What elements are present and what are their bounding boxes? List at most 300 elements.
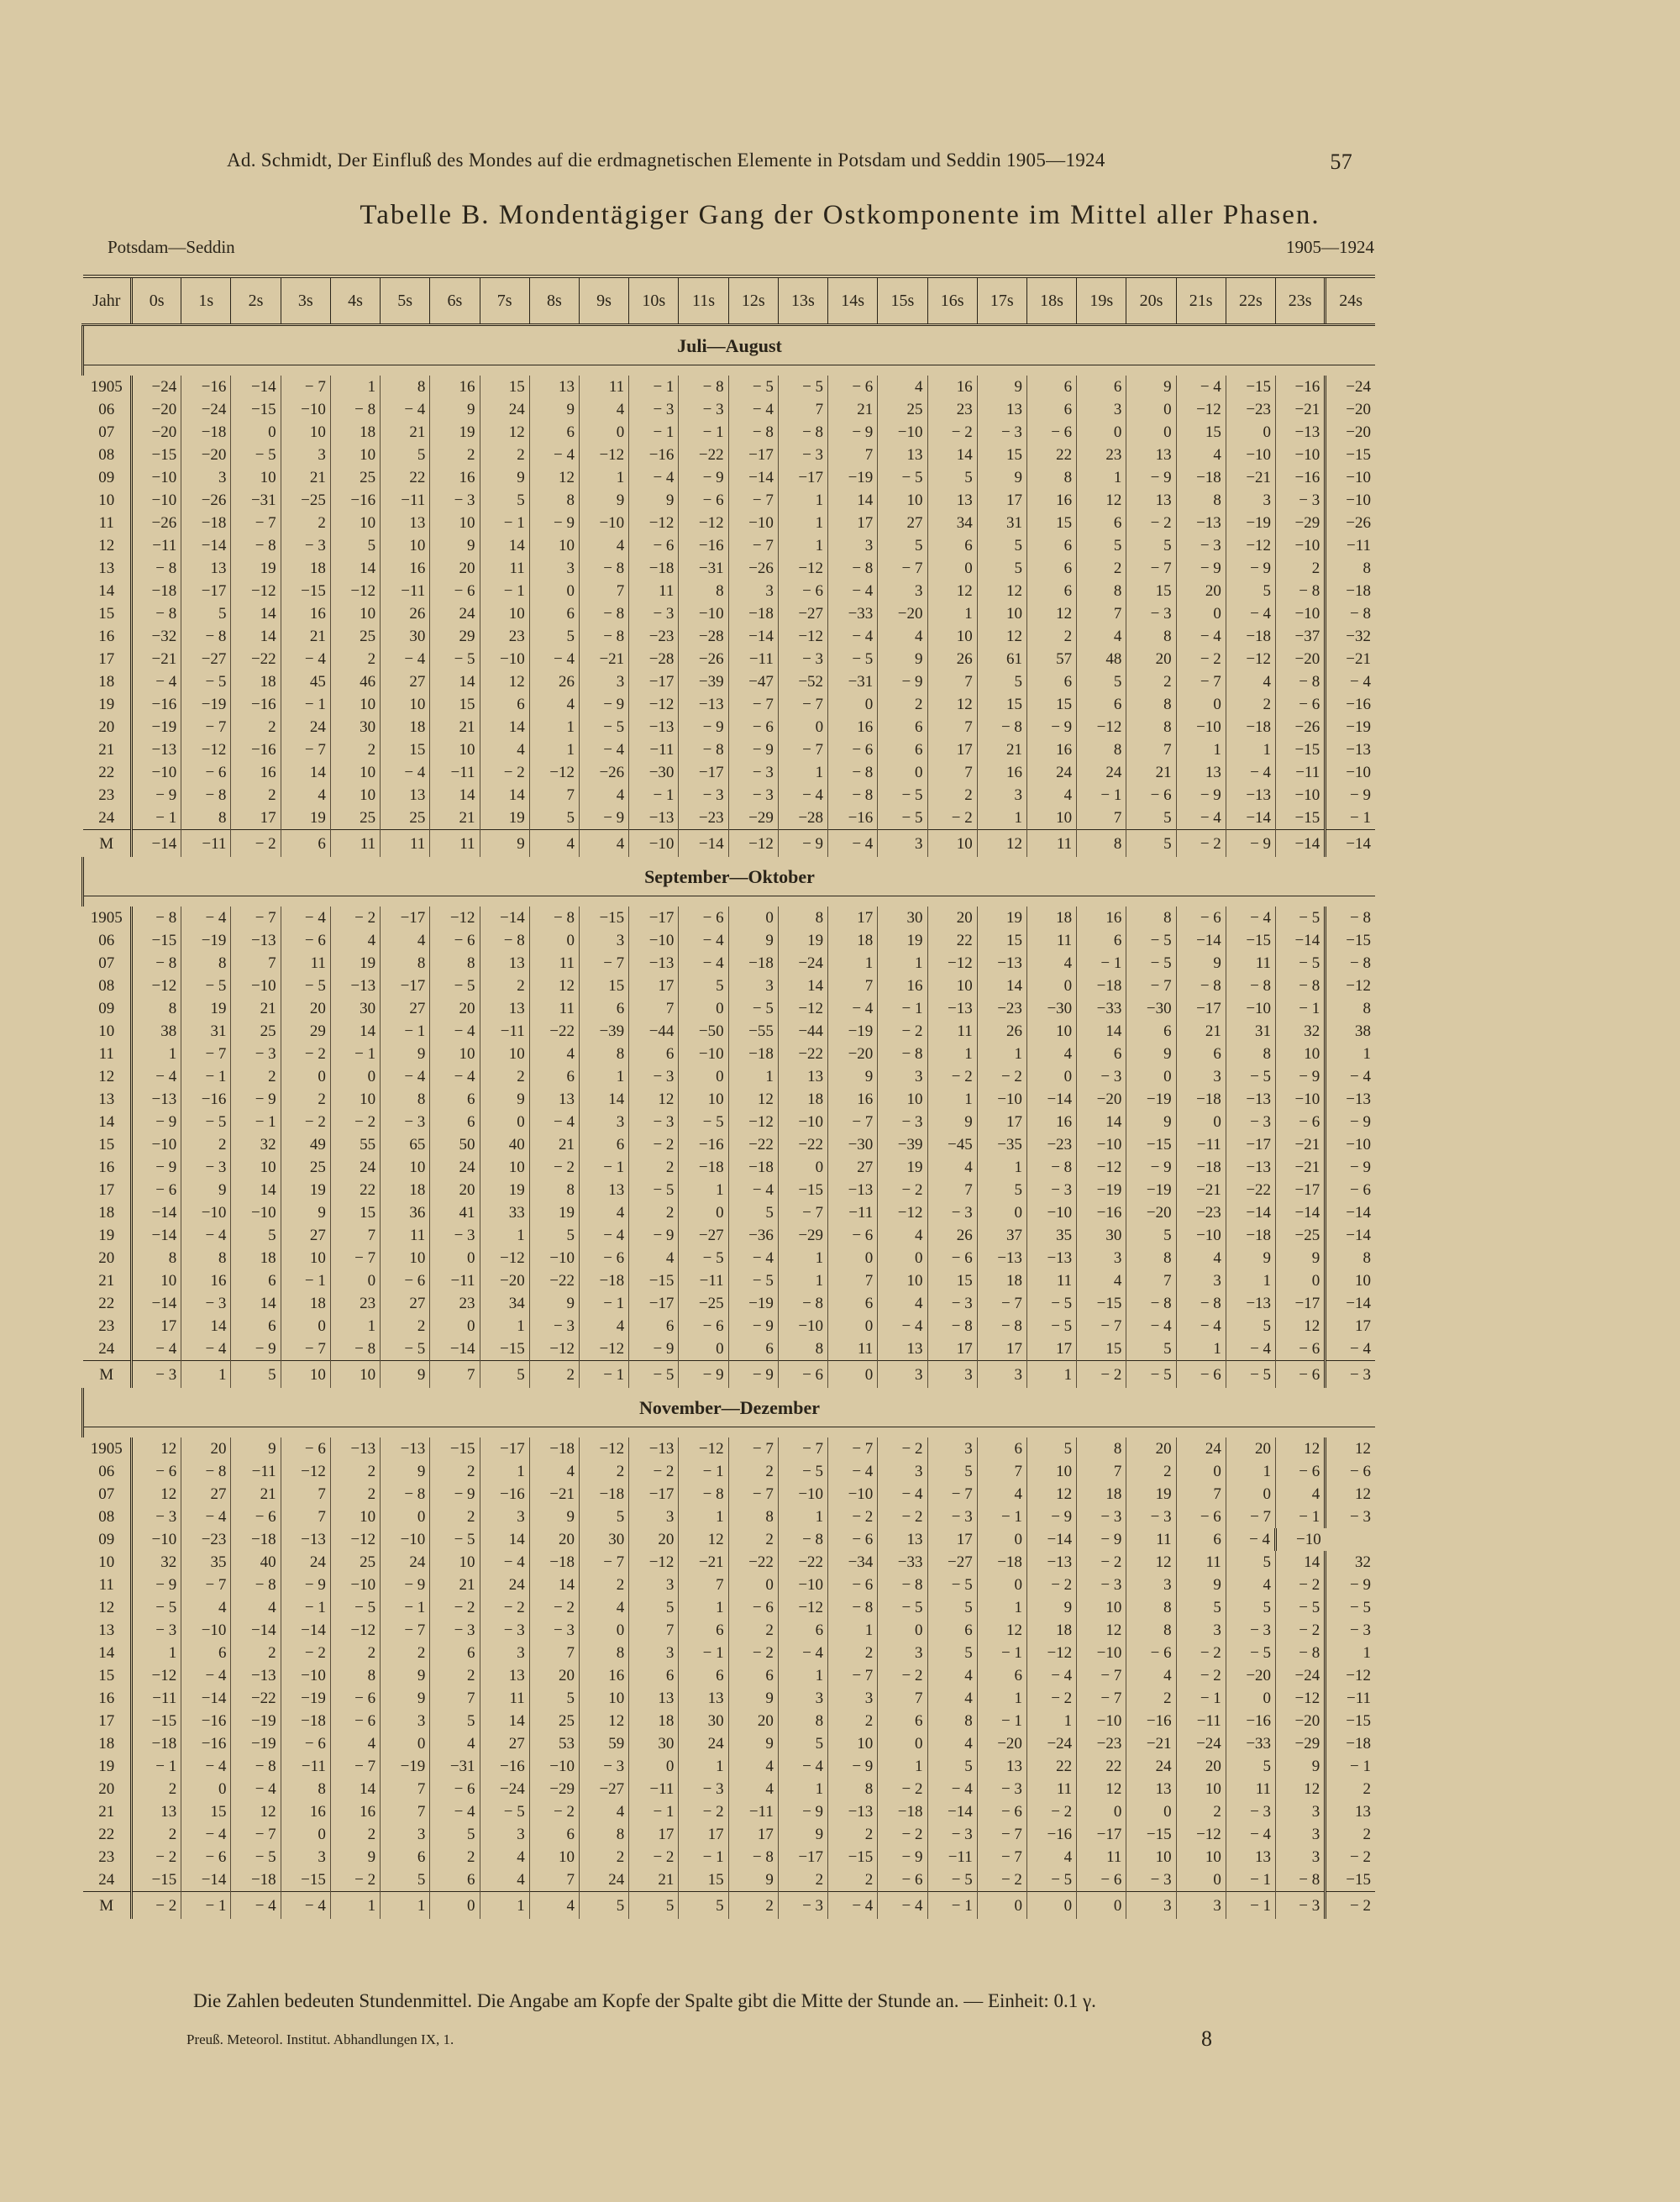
table-cell: −13 xyxy=(977,1247,1026,1269)
table-row xyxy=(83,1551,1376,1574)
table-cell: 1 xyxy=(778,489,827,512)
table-cell: − 2 xyxy=(480,761,529,784)
table-cell: 3 xyxy=(878,1642,927,1664)
table-cell: 5 xyxy=(381,444,430,466)
spacer-cell xyxy=(83,896,1376,907)
table-cell: − 8 xyxy=(1326,952,1375,975)
column-header-hour: 23s xyxy=(1276,276,1326,325)
table-cell: 10 xyxy=(381,693,430,716)
table-cell: 22 xyxy=(927,929,977,952)
table-cell: −24 xyxy=(181,398,231,421)
table-cell: −33 xyxy=(878,1551,927,1574)
table-cell: − 4 xyxy=(132,1337,181,1361)
table-cell: − 7 xyxy=(728,489,778,512)
table-cell: 0 xyxy=(1026,1892,1076,1920)
table-cell: − 7 xyxy=(977,1823,1026,1846)
table-cell: 14 xyxy=(281,761,330,784)
table-cell: − 7 xyxy=(181,1574,231,1596)
table-cell: 12 xyxy=(480,670,529,693)
table-cell: − 8 xyxy=(132,907,181,929)
table-cell: − 1 xyxy=(629,421,679,444)
table-cell: − 4 xyxy=(778,784,827,807)
table-cell: 1 xyxy=(579,1065,628,1088)
table-cell: 18 xyxy=(828,929,878,952)
row-label: 08 xyxy=(98,1508,115,1526)
table-cell: − 8 xyxy=(1276,1868,1326,1892)
table-cell: − 6 xyxy=(281,1437,330,1460)
table-cell: − 1 xyxy=(1226,1868,1275,1892)
table-cell: − 4 xyxy=(281,648,330,670)
table-cell: − 6 xyxy=(1326,1179,1375,1201)
table-cell: − 3 xyxy=(132,1506,181,1528)
table-cell: 8 xyxy=(132,1247,181,1269)
table-cell: − 5 xyxy=(1026,1315,1076,1337)
table-cell: −20 xyxy=(1226,1664,1275,1687)
table-cell: 6 xyxy=(679,1664,728,1687)
table-cell: − 3 xyxy=(430,489,480,512)
table-cell: −12 xyxy=(878,1201,927,1224)
table-cell: − 4 xyxy=(529,444,579,466)
table-cell: 0 xyxy=(828,1315,878,1337)
table-cell: 1 xyxy=(679,1755,728,1778)
table-cell: 1 xyxy=(1026,1710,1076,1732)
table-cell: − 5 xyxy=(778,376,827,398)
table-cell: 0 xyxy=(1276,1269,1326,1292)
table-cell: − 1 xyxy=(679,1642,728,1664)
table-cell: 3 xyxy=(1176,1269,1226,1292)
mean-row xyxy=(83,1361,1376,1389)
table-cell: − 4 xyxy=(878,1315,927,1337)
table-cell: 10 xyxy=(330,1361,380,1389)
table-cell: 5 xyxy=(977,557,1026,580)
table-cell: 12 xyxy=(529,975,579,997)
table-cell: 14 xyxy=(828,489,878,512)
table-cell: −12 xyxy=(330,580,380,602)
table-cell: 10 xyxy=(927,975,977,997)
table-cell: 21 xyxy=(1126,761,1176,784)
table-cell: − 3 xyxy=(579,1755,628,1778)
table-cell: −10 xyxy=(1226,444,1275,466)
table-cell: − 3 xyxy=(629,398,679,421)
table-cell: 23 xyxy=(927,398,977,421)
table-cell: 13 xyxy=(878,1337,927,1361)
table-row xyxy=(83,466,1376,489)
table-cell: − 6 xyxy=(281,929,330,952)
table-cell: 3 xyxy=(728,580,778,602)
table-cell: 3 xyxy=(629,1574,679,1596)
section-header xyxy=(83,1388,1376,1427)
table-cell: − 4 xyxy=(1226,907,1275,929)
table-cell: 6 xyxy=(778,1619,827,1642)
table-cell: −10 xyxy=(1276,1528,1326,1551)
table-cell: 13 xyxy=(1176,761,1226,784)
table-cell: 8 xyxy=(1176,489,1226,512)
table-cell: 6 xyxy=(1077,512,1126,534)
table-cell: 2 xyxy=(480,975,529,997)
table-cell: 17 xyxy=(977,489,1026,512)
table-cell: 1 xyxy=(1326,1043,1375,1065)
table-cell: − 2 xyxy=(927,421,977,444)
table-cell: 0 xyxy=(878,1247,927,1269)
table-cell: − 9 xyxy=(1326,1156,1375,1179)
table-cell: −12 xyxy=(330,1619,380,1642)
table-cell: 6 xyxy=(1077,376,1126,398)
section-title: November—Dezember xyxy=(83,1388,1376,1427)
table-cell: −31 xyxy=(231,489,281,512)
table-cell: 11 xyxy=(1226,952,1275,975)
row-label: 12 xyxy=(98,1599,115,1616)
table-cell: − 4 xyxy=(381,1065,430,1088)
table-cell: 8 xyxy=(529,1179,579,1201)
table-cell: 0 xyxy=(281,1823,330,1846)
table-cell: 18 xyxy=(1026,1619,1076,1642)
table-cell: − 3 xyxy=(430,1224,480,1247)
table-cell: 14 xyxy=(231,602,281,625)
table-cell: − 2 xyxy=(281,1111,330,1133)
table-cell: −12 xyxy=(1226,648,1275,670)
table-cell: − 3 xyxy=(1326,1506,1375,1528)
table-cell: −21 xyxy=(529,1483,579,1506)
column-header-hour: 20s xyxy=(1126,276,1176,325)
table-cell: − 4 xyxy=(529,648,579,670)
table-cell: 18 xyxy=(281,1292,330,1315)
table-cell: −10 xyxy=(132,489,181,512)
table-cell: −11 xyxy=(231,1460,281,1483)
table-cell: −10 xyxy=(1276,444,1326,466)
table-cell: −16 xyxy=(231,738,281,761)
table-cell: −16 xyxy=(1276,376,1326,398)
table-cell: 13 xyxy=(629,1687,679,1710)
table-cell: 0 xyxy=(1176,1111,1226,1133)
table-cell: 10 xyxy=(330,512,380,534)
table-cell: −13 xyxy=(330,1437,380,1460)
table-cell: 6 xyxy=(281,830,330,858)
table-cell: 7 xyxy=(1077,602,1126,625)
row-label: 16 xyxy=(98,1690,115,1707)
table-cell: − 4 xyxy=(927,1778,977,1800)
table-cell: 0 xyxy=(1126,398,1176,421)
table-cell: − 7 xyxy=(828,1437,878,1460)
table-cell: −25 xyxy=(1276,1224,1326,1247)
table-cell: − 5 xyxy=(878,807,927,830)
table-cell: −19 xyxy=(1126,1179,1176,1201)
table-cell: 4 xyxy=(480,738,529,761)
table-cell: −12 xyxy=(1077,1156,1126,1179)
row-label: 22 xyxy=(98,1826,115,1843)
table-cell: − 4 xyxy=(1226,761,1275,784)
table-cell: 6 xyxy=(878,1710,927,1732)
table-cell: 3 xyxy=(878,830,927,858)
row-label: 19 xyxy=(98,1758,115,1775)
table-row xyxy=(83,557,1376,580)
table-cell: 16 xyxy=(381,557,430,580)
table-cell: 9 xyxy=(927,1111,977,1133)
row-label: 1905 xyxy=(90,378,123,396)
table-cell: − 8 xyxy=(778,421,827,444)
table-cell: − 5 xyxy=(1276,952,1326,975)
table-cell: 10 xyxy=(1176,1846,1226,1868)
table-cell: − 1 xyxy=(679,421,728,444)
table-cell: 5 xyxy=(927,466,977,489)
table-cell: 5 xyxy=(1226,1596,1275,1619)
table-cell: 14 xyxy=(1077,1111,1126,1133)
table-cell: 11 xyxy=(1026,929,1076,952)
table-cell: − 6 xyxy=(828,376,878,398)
table-cell: − 2 xyxy=(878,1823,927,1846)
table-cell: 17 xyxy=(132,1315,181,1337)
table-cell: 19 xyxy=(778,929,827,952)
table-cell: 11 xyxy=(828,1337,878,1361)
table-cell: 24 xyxy=(430,1156,480,1179)
table-cell: −12 xyxy=(132,975,181,997)
table-cell: 9 xyxy=(1226,1247,1275,1269)
table-cell: −10 xyxy=(1326,761,1375,784)
table-cell: 1 xyxy=(778,1664,827,1687)
table-cell: −28 xyxy=(629,648,679,670)
table-cell: 23 xyxy=(480,625,529,648)
table-cell: −30 xyxy=(629,761,679,784)
table-row xyxy=(83,1247,1376,1269)
table-cell: 8 xyxy=(1326,997,1375,1020)
table-cell: 19 xyxy=(529,1201,579,1224)
table-cell: − 2 xyxy=(281,1043,330,1065)
table-cell: −13 xyxy=(629,716,679,738)
table-cell: 24 xyxy=(1077,761,1126,784)
table-cell: 16 xyxy=(828,716,878,738)
table-cell: − 1 xyxy=(579,1156,628,1179)
table-cell: 10 xyxy=(132,1269,181,1292)
table-cell: 20 xyxy=(1176,580,1226,602)
table-row xyxy=(83,625,1376,648)
table-cell: 15 xyxy=(381,738,430,761)
table-cell: 1 xyxy=(1176,738,1226,761)
table-cell: − 5 xyxy=(1326,1596,1375,1619)
table-cell: −11 xyxy=(927,1846,977,1868)
table-cell: − 3 xyxy=(679,1778,728,1800)
table-cell: 3 xyxy=(1126,1574,1176,1596)
table-cell: 12 xyxy=(977,1619,1026,1642)
table-cell: − 5 xyxy=(181,975,231,997)
table-cell: − 3 xyxy=(1026,1179,1076,1201)
table-cell: −24 xyxy=(480,1778,529,1800)
table-cell: −15 xyxy=(480,1337,529,1361)
table-cell: 24 xyxy=(1026,761,1076,784)
table-cell: −12 xyxy=(181,738,231,761)
table-cell: − 5 xyxy=(1126,929,1176,952)
table-cell: 19 xyxy=(231,557,281,580)
table-cell: − 9 xyxy=(132,1156,181,1179)
table-cell: − 3 xyxy=(778,444,827,466)
table-cell: 2 xyxy=(629,1201,679,1224)
table-cell: −19 xyxy=(1077,1179,1126,1201)
table-row xyxy=(83,1088,1376,1111)
table-cell: −23 xyxy=(1077,1732,1126,1755)
table-cell: 11 xyxy=(381,830,430,858)
table-cell: 22 xyxy=(1077,1755,1126,1778)
table-cell: 55 xyxy=(330,1133,380,1156)
row-label: 17 xyxy=(98,1181,115,1199)
table-cell: − 1 xyxy=(927,1892,977,1920)
table-cell: −13 xyxy=(132,1088,181,1111)
table-cell: − 1 xyxy=(480,512,529,534)
table-cell: −21 xyxy=(1126,1732,1176,1755)
table-cell: 31 xyxy=(977,512,1026,534)
table-cell: 57 xyxy=(1026,648,1076,670)
table-cell: −16 xyxy=(679,534,728,557)
table-cell: 2 xyxy=(828,1710,878,1732)
table-cell: 3 xyxy=(1276,1846,1326,1868)
table-cell: 65 xyxy=(381,1133,430,1156)
table-cell: 24 xyxy=(430,602,480,625)
table-cell: 2 xyxy=(828,1642,878,1664)
table-cell: 21 xyxy=(977,738,1026,761)
table-cell: 2 xyxy=(330,1642,380,1664)
table-cell: −21 xyxy=(1276,1133,1326,1156)
table-cell: 0 xyxy=(1226,1483,1275,1506)
table-cell: − 5 xyxy=(878,784,927,807)
table-cell: −13 xyxy=(1326,1088,1375,1111)
table-cell: 14 xyxy=(927,444,977,466)
table-cell: −20 xyxy=(1276,648,1326,670)
table-cell: − 2 xyxy=(529,1800,579,1823)
table-cell: 9 xyxy=(1026,1596,1076,1619)
table-cell: 21 xyxy=(529,1133,579,1156)
table-cell: − 2 xyxy=(878,1664,927,1687)
table-cell: 1 xyxy=(679,1596,728,1619)
table-cell: 2 xyxy=(828,1823,878,1846)
table-cell: 3 xyxy=(1077,398,1126,421)
table-cell: −34 xyxy=(828,1551,878,1574)
table-cell: 15 xyxy=(1026,693,1076,716)
table-cell: 13 xyxy=(878,444,927,466)
row-label: 09 xyxy=(98,469,115,486)
table-cell: 21 xyxy=(231,1483,281,1506)
table-cell: − 8 xyxy=(132,952,181,975)
table-cell: 2 xyxy=(381,1315,430,1337)
table-cell: −14 xyxy=(132,830,181,858)
table-cell: −12 xyxy=(430,907,480,929)
table-cell: −14 xyxy=(1226,807,1275,830)
table-cell: −18 xyxy=(1226,716,1275,738)
table-cell: 2 xyxy=(1126,670,1176,693)
row-label: 23 xyxy=(98,786,115,804)
table-cell: − 5 xyxy=(927,1868,977,1892)
table-cell: −22 xyxy=(728,1551,778,1574)
table-cell: 45 xyxy=(281,670,330,693)
table-cell: 7 xyxy=(679,1574,728,1596)
table-cell: −12 xyxy=(231,580,281,602)
table-cell: − 8 xyxy=(778,1528,827,1551)
table-cell: −13 xyxy=(281,1528,330,1551)
table-cell: −13 xyxy=(927,997,977,1020)
table-cell: −21 xyxy=(1226,466,1275,489)
table-cell: 10 xyxy=(330,444,380,466)
table-cell: 10 xyxy=(878,489,927,512)
table-cell: 0 xyxy=(430,1892,480,1920)
table-cell: 24 xyxy=(579,1868,628,1892)
table-cell: 5 xyxy=(330,534,380,557)
table-cell: 7 xyxy=(430,1687,480,1710)
table-cell: 8 xyxy=(132,997,181,1020)
table-cell: −26 xyxy=(1326,512,1375,534)
table-cell: −10 xyxy=(878,421,927,444)
table-cell: 4 xyxy=(480,1868,529,1892)
table-cell: 12 xyxy=(579,1710,628,1732)
table-cell: −11 xyxy=(629,738,679,761)
table-cell: 7 xyxy=(927,670,977,693)
table-cell: 1 xyxy=(529,738,579,761)
table-cell: −13 xyxy=(1026,1551,1076,1574)
table-cell: 9 xyxy=(231,1437,281,1460)
table-cell: 10 xyxy=(330,761,380,784)
table-cell: 5 xyxy=(529,1224,579,1247)
table-cell: 12 xyxy=(728,1088,778,1111)
table-cell: − 2 xyxy=(1176,830,1226,858)
table-cell: 7 xyxy=(927,716,977,738)
mean-row xyxy=(83,830,1376,858)
table-cell: − 5 xyxy=(231,1846,281,1868)
table-cell: 0 xyxy=(1126,421,1176,444)
table-cell: 15 xyxy=(977,929,1026,952)
table-cell: 6 xyxy=(430,1111,480,1133)
table-cell: − 7 xyxy=(330,1247,380,1269)
table-cell: − 4 xyxy=(1326,670,1375,693)
table-cell: −24 xyxy=(132,376,181,398)
table-cell: 6 xyxy=(181,1642,231,1664)
table-cell: 9 xyxy=(529,1506,579,1528)
table-cell: −39 xyxy=(679,670,728,693)
table-cell: −17 xyxy=(629,907,679,929)
table-cell: 14 xyxy=(778,975,827,997)
row-label: 08 xyxy=(98,977,115,995)
table-cell: − 2 xyxy=(1026,1574,1076,1596)
table-cell: − 6 xyxy=(828,1224,878,1247)
table-row xyxy=(83,1065,1376,1088)
table-cell: 15 xyxy=(480,376,529,398)
table-cell: − 9 xyxy=(878,670,927,693)
table-cell: − 8 xyxy=(579,602,628,625)
table-cell: −10 xyxy=(1276,1088,1326,1111)
table-cell: 32 xyxy=(231,1133,281,1156)
table-cell: 3 xyxy=(480,1506,529,1528)
table-cell: − 6 xyxy=(430,580,480,602)
table-cell: − 6 xyxy=(828,1528,878,1551)
table-cell: 5 xyxy=(1126,830,1176,858)
table-cell: 21 xyxy=(1176,1020,1226,1043)
table-cell: −14 xyxy=(231,1619,281,1642)
table-cell: −10 xyxy=(828,1483,878,1506)
table-cell: −19 xyxy=(181,929,231,952)
table-cell: −12 xyxy=(728,830,778,858)
table-cell: 29 xyxy=(281,1020,330,1043)
row-label: 19 xyxy=(98,1227,115,1244)
table-cell: 35 xyxy=(1026,1224,1076,1247)
table-cell: 14 xyxy=(430,670,480,693)
table-cell: 24 xyxy=(381,1551,430,1574)
table-cell: 1 xyxy=(480,1892,529,1920)
table-cell: − 8 xyxy=(480,929,529,952)
table-cell: 0 xyxy=(728,907,778,929)
table-cell: − 5 xyxy=(878,1596,927,1619)
table-cell: 2 xyxy=(927,784,977,807)
table-cell: − 3 xyxy=(1326,1361,1375,1389)
table-cell: 7 xyxy=(828,975,878,997)
table-cell: − 6 xyxy=(430,1778,480,1800)
table-cell: 9 xyxy=(381,1460,430,1483)
table-cell: − 4 xyxy=(1226,1337,1275,1361)
table-cell: − 1 xyxy=(977,1710,1026,1732)
table-cell: −32 xyxy=(1326,625,1375,648)
